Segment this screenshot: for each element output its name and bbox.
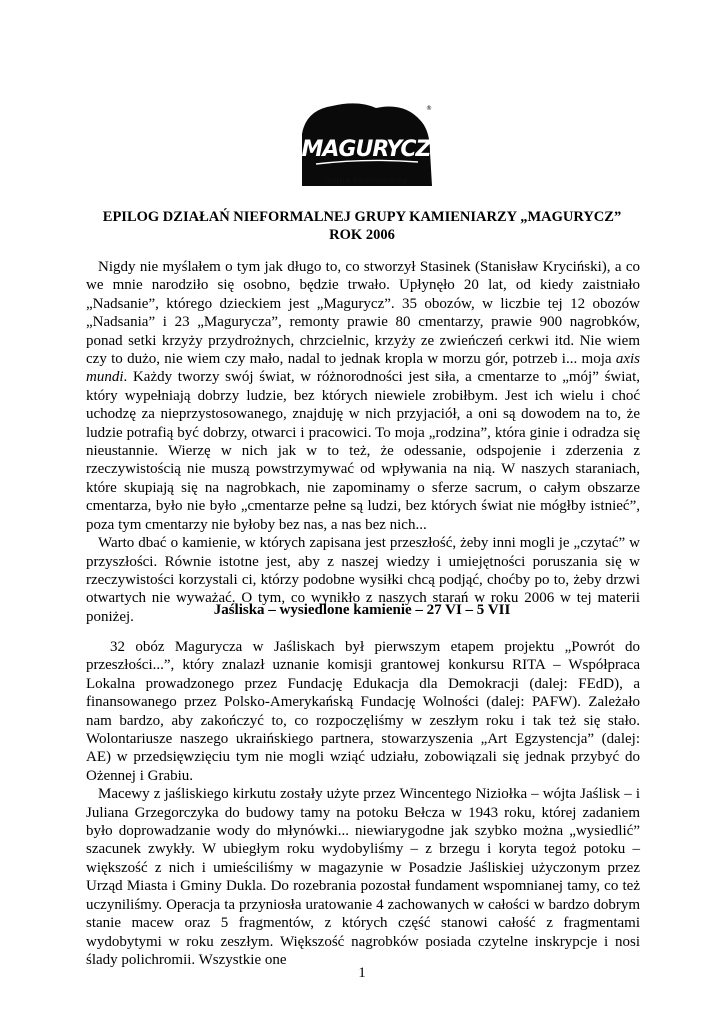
section-body — [86, 638, 640, 969]
intro-section — [86, 258, 640, 626]
section-title: Jaśliska – wysiedlone kamienie – 27 VI – 5 VII — [213, 602, 511, 618]
registered-mark: ® — [426, 105, 432, 112]
section-paragraph-2: Macewy z jaśliskiego kirkutu zostały użyte przez Wincentego Niziołka – wójta Jaślisk – i Juliana Grzegorczyka do budowy tamy na potoku Bełcza w 1943 roku, której zadaniem było doprowadzanie wody do młynówki... niewiarygodne jak szybko można „wysiedlić” szacunek zwykły. W ubiegłym roku wydobyliśmy – z brzegu i koryta tegoż potoku – większość z nich i umieściliśmy w magazynie w Posadzie Jaśliskiej użyczonym przez Urząd Miasta i Gminy Dukla. Do rozebrania pozostał fundament wspomnianej tamy, co też uczyniliśmy. Operacja ta przyniosła uratowanie 4 zachowanych w całości w bardzo dobrym stanie macew oraz 5 fragmentów, z których część stanowi całość z fragmentami wydobytymi w roku zeszłym. Większość nagrobków posiada czytelne inskrypcje i nosi ślady polichromii. Wszystkie one — [86, 786, 640, 968]
logo-wordmark: MAGURYCZ — [301, 137, 431, 162]
axis-mundi-emphasis: axis mundi — [86, 351, 640, 386]
title-line-1: EPILOG DZIAŁAŃ NIEFORMALNEJ GRUPY KAMIENIARZY „MAGURYCZ” — [102, 209, 622, 225]
title-line-2: ROK 2006 — [329, 227, 395, 243]
document-title — [86, 208, 638, 244]
intro-paragraph-1: Nigdy nie myślałem o tym jak długo to, co stworzył Stasinek (Stanisław Kryciński), a co we mnie narodziło się osobno, będzie trwało. Upłynęło 20 lat, od kiedy zaistniało „Nadsanie”, którego dzieckiem jest „Magurycz”. 35 obozów, w liczbie tej 12 obozów „Nadsania” i 23 „Magurycza”, remonty prawie 80 cmentarzy, prawie 900 nagrobków, ponad setki krzyży przydrożnych, chrzcielnic, krzyży ze zwieńczeń cerkwi itd. Nie wiem czy to dużo, nie wiem czy mało, nadal to jednak kropla w morzu gór, potrzeb i... moja axis mundi. Każdy tworzy swój świat, w różnorodności jest siła, a cmentarze to „mój” świat, który wypełniają dobrzy ludzie, bez których niewiele zrobiłbym. Jest ich wielu i choć uchodzę za nieprzystosowanego, znajduję w nich przyjaciół, a oni są dowodem na to, że ludzie potrafią być dobrzy, otwarci i pracowici. To moja „rodzina”, która ginie i odradza się nieustannie. Wierzę w nich jak w to też, że odessanie, odspojenie i zderzenia z rzeczywistością nie muszą powstrzymywać od wpływania na nią. W naszych staraniach, które skupiają się na nagrobkach, nie zapominamy o sferze sacrum, o całym obszarze cmentarza, było nie było „cmentarze pełne są ludzi, bez których świat nie mógłby istnieć”, poza tym cmentarzy nie byłoby bez nas, a nas bez nich... — [86, 259, 640, 533]
magurycz-logo — [296, 100, 436, 192]
section-paragraph-1: 32 obóz Magurycza w Jaśliskach był pierwszym etapem projektu „Powrót do przeszłości...”, który znalazł uznanie komisji grantowej konkursu RITA – Współpraca Lokalna prowadzonego przez Fundację Edukacja dla Demokracji (dalej: FEdD), a finansowanego przez Polsko-Amerykańską Fundację Wolności (dalej: PAFW). Zależało nam bardzo, aby zakończyć to, co rozpoczęliśmy w zeszłym roku i tak też się stało. Wolontariusze naszego ukraińskiego partnera, stowarzyszenia „Art Egzystencja” (dalej: AE) w przedsięwzięciu tym nie mogli wziąć udziału, zobowiązali się jednak przybyć do Ożennej i Grabiu. — [86, 639, 640, 784]
intro-paragraph-2: Warto dbać o kamienie, w których zapisana jest przeszłość, żeby inni mogli je „czytać” w przyszłości. Równie istotne jest, aby z naszej wiedzy i umiejętności poruszania się w rzeczywistości korzystali ci, którzy podobne wysiłki chcą podjąć, choćby po to, żeby drzwi otwartych nie wyważać. O tym, co wynikło z naszych starań w roku 2006 w tej materii poniżej. — [86, 535, 640, 625]
page-number: 1 — [358, 965, 366, 981]
logo-subtitle: grupa kamieniarzy — [324, 176, 408, 185]
